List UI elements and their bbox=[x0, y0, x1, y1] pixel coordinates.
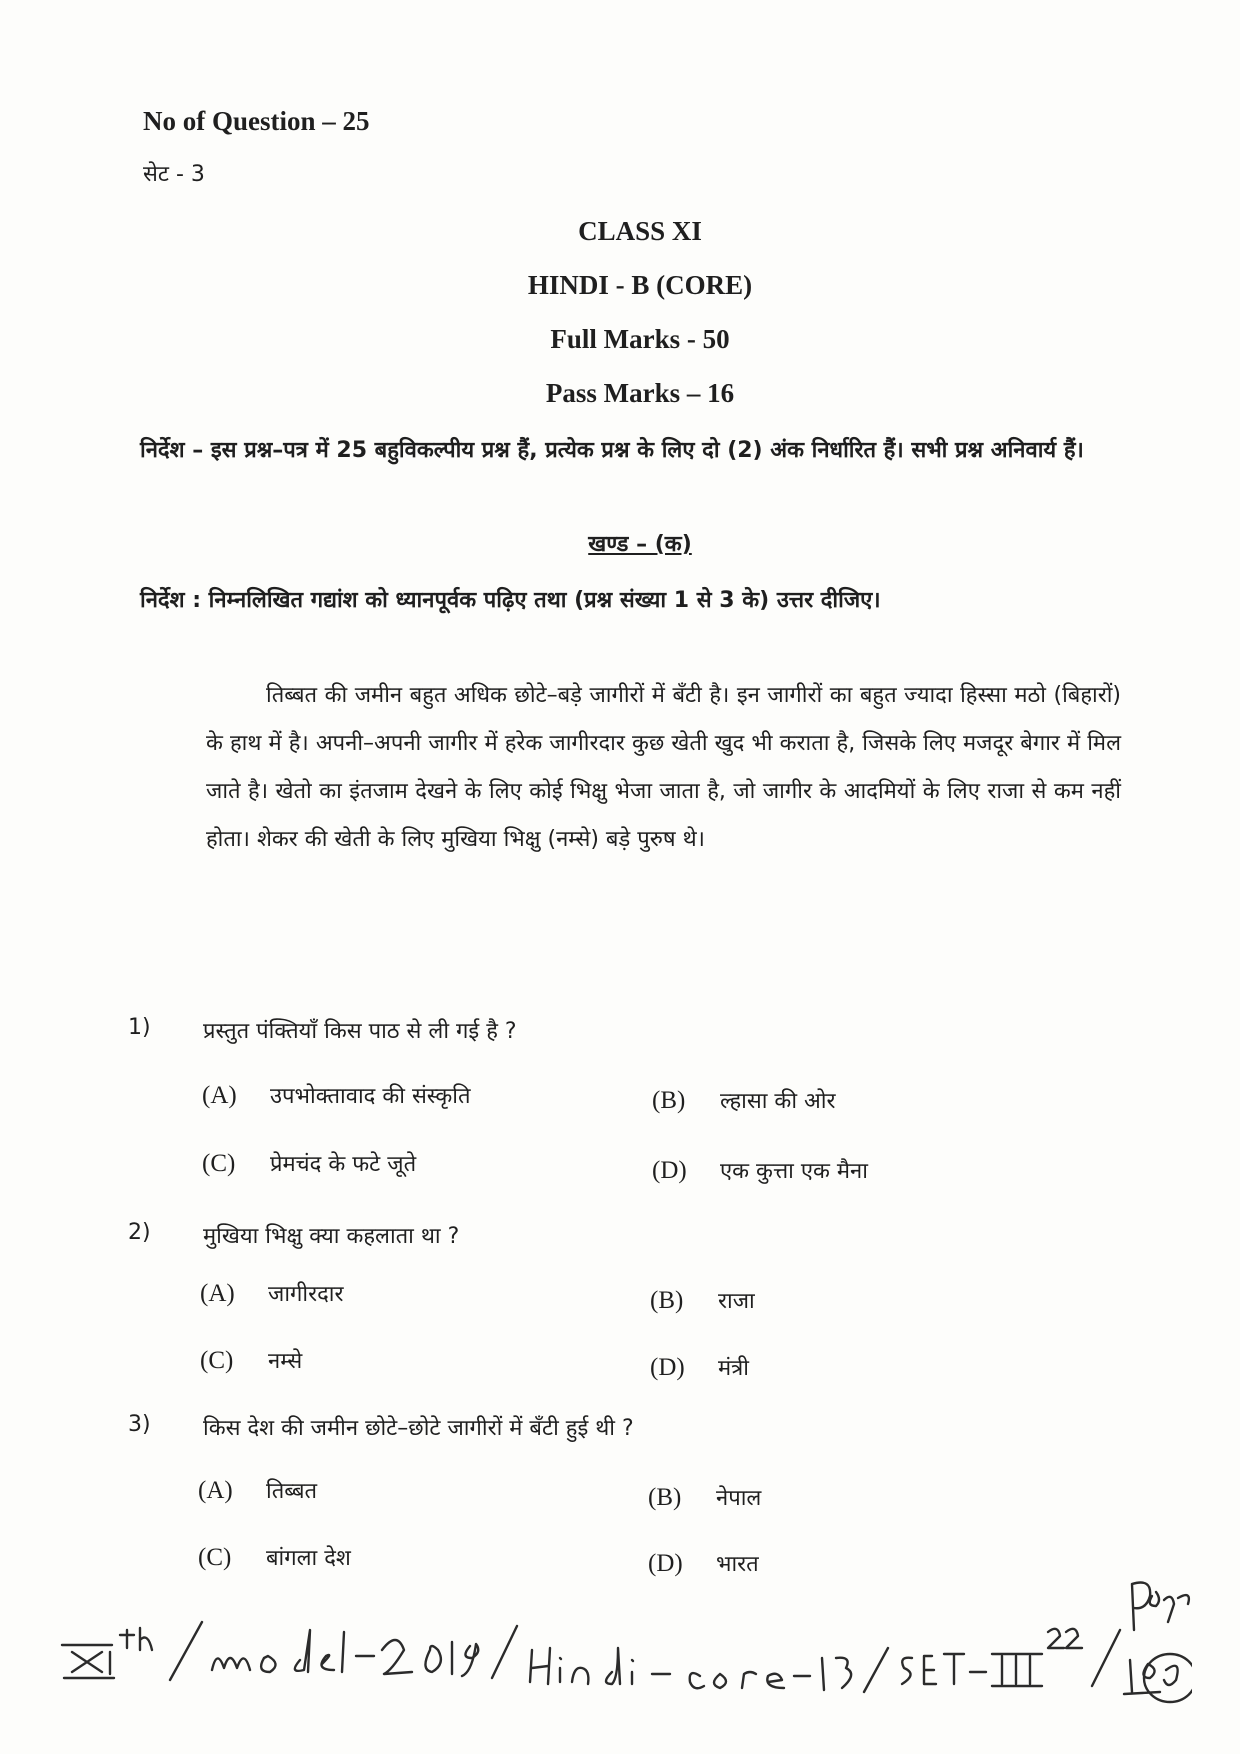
option-1c: (C) प्रेमचंद के फटे जूते bbox=[202, 1150, 417, 1177]
set-number: सेट - 3 bbox=[143, 162, 205, 187]
pass-marks: Pass Marks – 16 bbox=[545, 378, 735, 408]
question-text: मुखिया भिक्षु क्या कहलाता था ? bbox=[203, 1224, 460, 1249]
subject-title: HINDI - B (CORE) bbox=[527, 270, 753, 300]
option-3a: (A) तिब्बत bbox=[198, 1477, 318, 1504]
option-3c: (C) बांगला देश bbox=[198, 1544, 351, 1571]
question-number: 3) bbox=[128, 1412, 151, 1437]
option-2d: (D) मंत्री bbox=[650, 1354, 749, 1381]
option-1a: (A) उपभोक्तावाद की संस्कृति bbox=[202, 1082, 471, 1109]
question-number: 1) bbox=[128, 1015, 151, 1040]
general-instruction: निर्देश – इस प्रश्न–पत्र में 25 बहुविकल्पीय प्रश्न हैं, प्रत्येक प्रश्न के लिए दो (2) अंक निर्धारित हैं। सभी प्रश्न अनिवार्य हैं। bbox=[140, 438, 1084, 463]
full-marks: Full Marks - 50 bbox=[550, 324, 730, 354]
passage-instruction: निर्देश : निम्नलिखित गद्यांश को ध्यानपूर्वक पढ़िए तथा (प्रश्न संख्या 1 से 3 के) उत्तर दीजिए। bbox=[140, 588, 881, 613]
reading-passage: तिब्बत की जमीन बहुत अधिक छोटे–बड़े जागीरों में बँटी है। इन जागीरों का बहुत ज्यादा हिस्सा मठो (बिहारों) के हाथ में है। अपनी–अपनी जागीर में हरेक जागीरदार कुछ खेती खुद भी कराता है, जिसके लिए मजदूर बेगार में मिल जाते है। खेतो का इंतजाम देखने के लिए कोई भिक्षु भेजा जाता है, जो जागीर के आदमियों के लिए राजा से कम नहीं होता। शेकर की खेती के लिए मुखिया भिक्षु (नम्से) बड़े पुरुष थे। bbox=[206, 683, 1121, 852]
option-3d: (D) भारत bbox=[648, 1550, 759, 1577]
class-title: CLASS XI bbox=[578, 216, 702, 246]
section-heading: खण्ड – (क) bbox=[588, 532, 692, 557]
question-text: प्रस्तुत पंक्तियाँ किस पाठ से ली गई है ? bbox=[203, 1019, 517, 1044]
question-text: किस देश की जमीन छोटे–छोटे जागीरों में बँटी हुई थी ? bbox=[203, 1416, 634, 1441]
option-3b: (B) नेपाल bbox=[648, 1484, 762, 1511]
option-2c: (C) नम्से bbox=[200, 1347, 303, 1374]
option-2b: (B) राजा bbox=[650, 1287, 755, 1314]
option-1d: (D) एक कुत्ता एक मैना bbox=[652, 1157, 868, 1184]
option-2a: (A) जागीरदार bbox=[200, 1280, 344, 1307]
question-count: No of Question – 25 bbox=[143, 106, 370, 136]
question-number: 2) bbox=[128, 1220, 151, 1245]
handwritten-footer-note bbox=[52, 1560, 1192, 1710]
option-1b: (B) ल्हासा की ओर bbox=[652, 1087, 836, 1114]
handwriting-signature-icon bbox=[52, 1560, 1192, 1710]
